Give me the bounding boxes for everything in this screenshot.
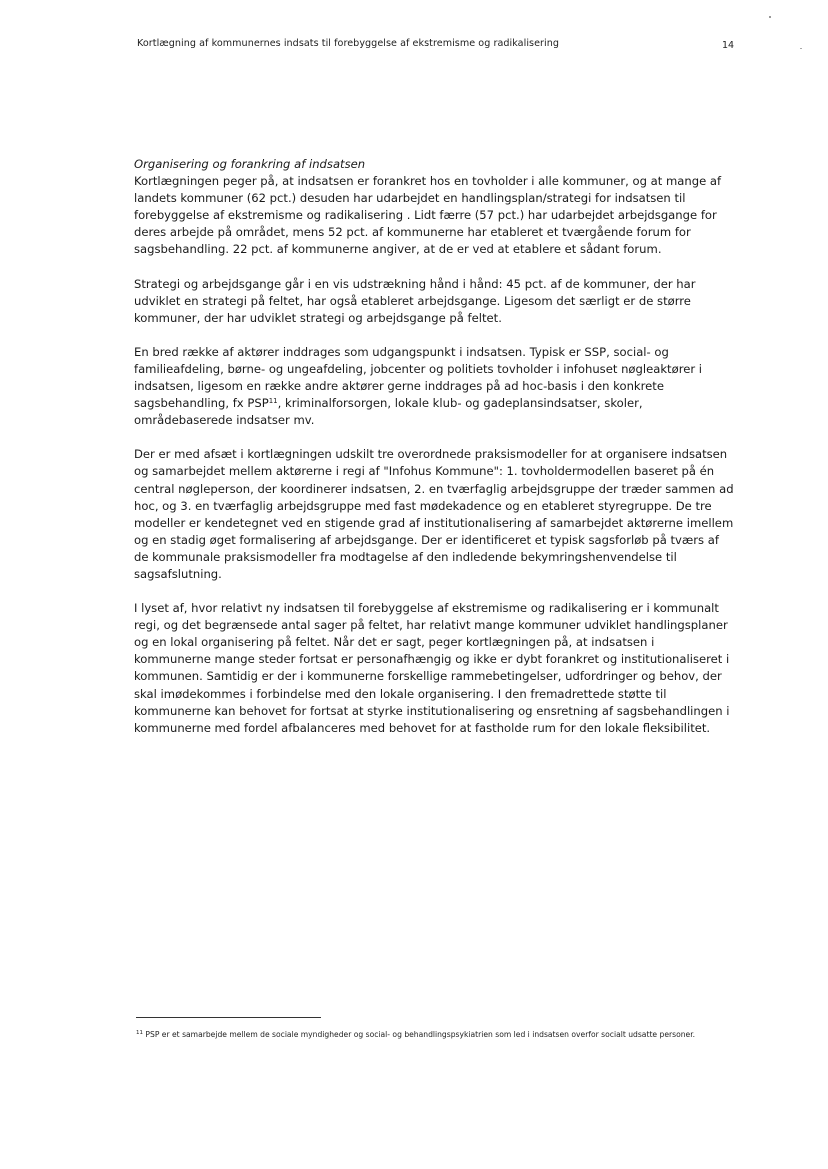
section-heading: Organisering og forankring af indsatsen (134, 157, 366, 171)
paragraph-3-text-a: En bred række af aktører inddrages som udgangspunkt i indsatsen. Typisk er SSP, social- og familieafdeling, børne- og ungeafdeling, jobcenter og politiets tovholder i infohuset nøgleaktører i indsatsen, ligesom en række andre aktører gerne inddrages på ad hoc-basis i den konkrete sagsbehandling, fx PSP (134, 344, 703, 411)
scan-speck (800, 48, 802, 49)
running-header-title: Kortlægning af kommunernes indsats til forebyggelse af ekstremisme og radikalisering (137, 38, 560, 49)
main-text (134, 156, 734, 754)
paragraph-5: I lyset af, hvor relativt ny indsatsen til forebyggelse af ekstremisme og radikalisering er i kommunalt regi, og det begrænsede antal sager på feltet, har relativt mange kommuner udviklet handlingsplaner og en lokal organisering på feltet. Når det er sagt, peger kortlægningen på, at indsatsen i kommunerne mange steder fortsat er personafhængig og ikke er dybt forankret og institutionaliseret i kommunen. Samtidig er der i kommunerne forskellige rammebetingelser, udfordringer og behov, der skal imødekommes i forbindelse med den lokale organisering. I den fremadrettede støtte til kommunerne kan behovet for fortsat at styrke institutionalisering og ensretning af sagsbehandlingen i kommunerne med fordel afbalanceres med behovet for at fastholde rum for den lokale fleksibilitet. (134, 601, 730, 735)
footnote-reference[interactable]: 11 (268, 397, 278, 406)
page-number: 14 (722, 40, 735, 51)
footnote-text: PSP er et samarbejde mellem de sociale myndigheder og social- og behandlingspsykiatrien som led i indsatsen overfor socialt udsatte personer. (143, 1030, 696, 1039)
paragraph-1-text: Kortlægningen peger på, at indsatsen er forankret hos en tovholder i alle kommuner, og at mange af landets kommuner (62 pct.) desuden har udarbejdet en handlingsplan/strategi for indsatsen til forebyggelse af ekstremisme og radikalisering . Lidt færre (57 pct.) har udarbejdet arbejdsgange for deres arbejde på området, mens 52 pct. af kommunerne har etableret et tværgående forum for sagsbehandling. 22 pct. af kommunerne angiver, at de er ved at etablere et sådant forum. (134, 174, 722, 257)
footnote (136, 1028, 736, 1042)
paragraph-4: Der er med afsæt i kortlægningen udskilt tre overordnede praksismodeller for at organisere indsatsen og samarbejdet mellem aktørerne i regi af "Infohus Kommune": 1. tovholdermodellen baseret på én central nøgleperson, der koordinerer indsatsen, 2. en tværfaglig arbejdsgruppe der træder sammen ad hoc, og 3. en tværfaglig arbejdsgruppe med fast mødekadence og en etableret styregruppe. De tre modeller er kendetegnet ved en stigende grad af institutionalisering af samarbejdet aktørerne imellem og en stadig øget formalisering af arbejdsgange. Der er identificeret et typisk sagsforløb på tværs af de kommunale praksismodeller fra modtagelse af den indledende bekymringshenvendelse til sagsafslutning. (134, 447, 734, 581)
footnote-divider (136, 1017, 321, 1018)
paragraph-3 (134, 344, 734, 429)
paragraph-1 (134, 156, 734, 259)
paragraph-3-text-b: , kriminalforsorgen, lokale klub- og gadeplansindsatser, skoler, områdebaserede indsatser mv. (134, 396, 643, 428)
paragraph-2: Strategi og arbejdsgange går i en vis udstrækning hånd i hånd: 45 pct. af de kommuner, der har udviklet en strategi på feltet, har også etableret arbejdsgange. Ligesom det særligt er de større kommuner, der har udviklet strategi og arbejdsgange på feltet. (134, 276, 696, 325)
footnote-number: 11 (136, 1030, 143, 1036)
scan-speck (769, 16, 771, 18)
